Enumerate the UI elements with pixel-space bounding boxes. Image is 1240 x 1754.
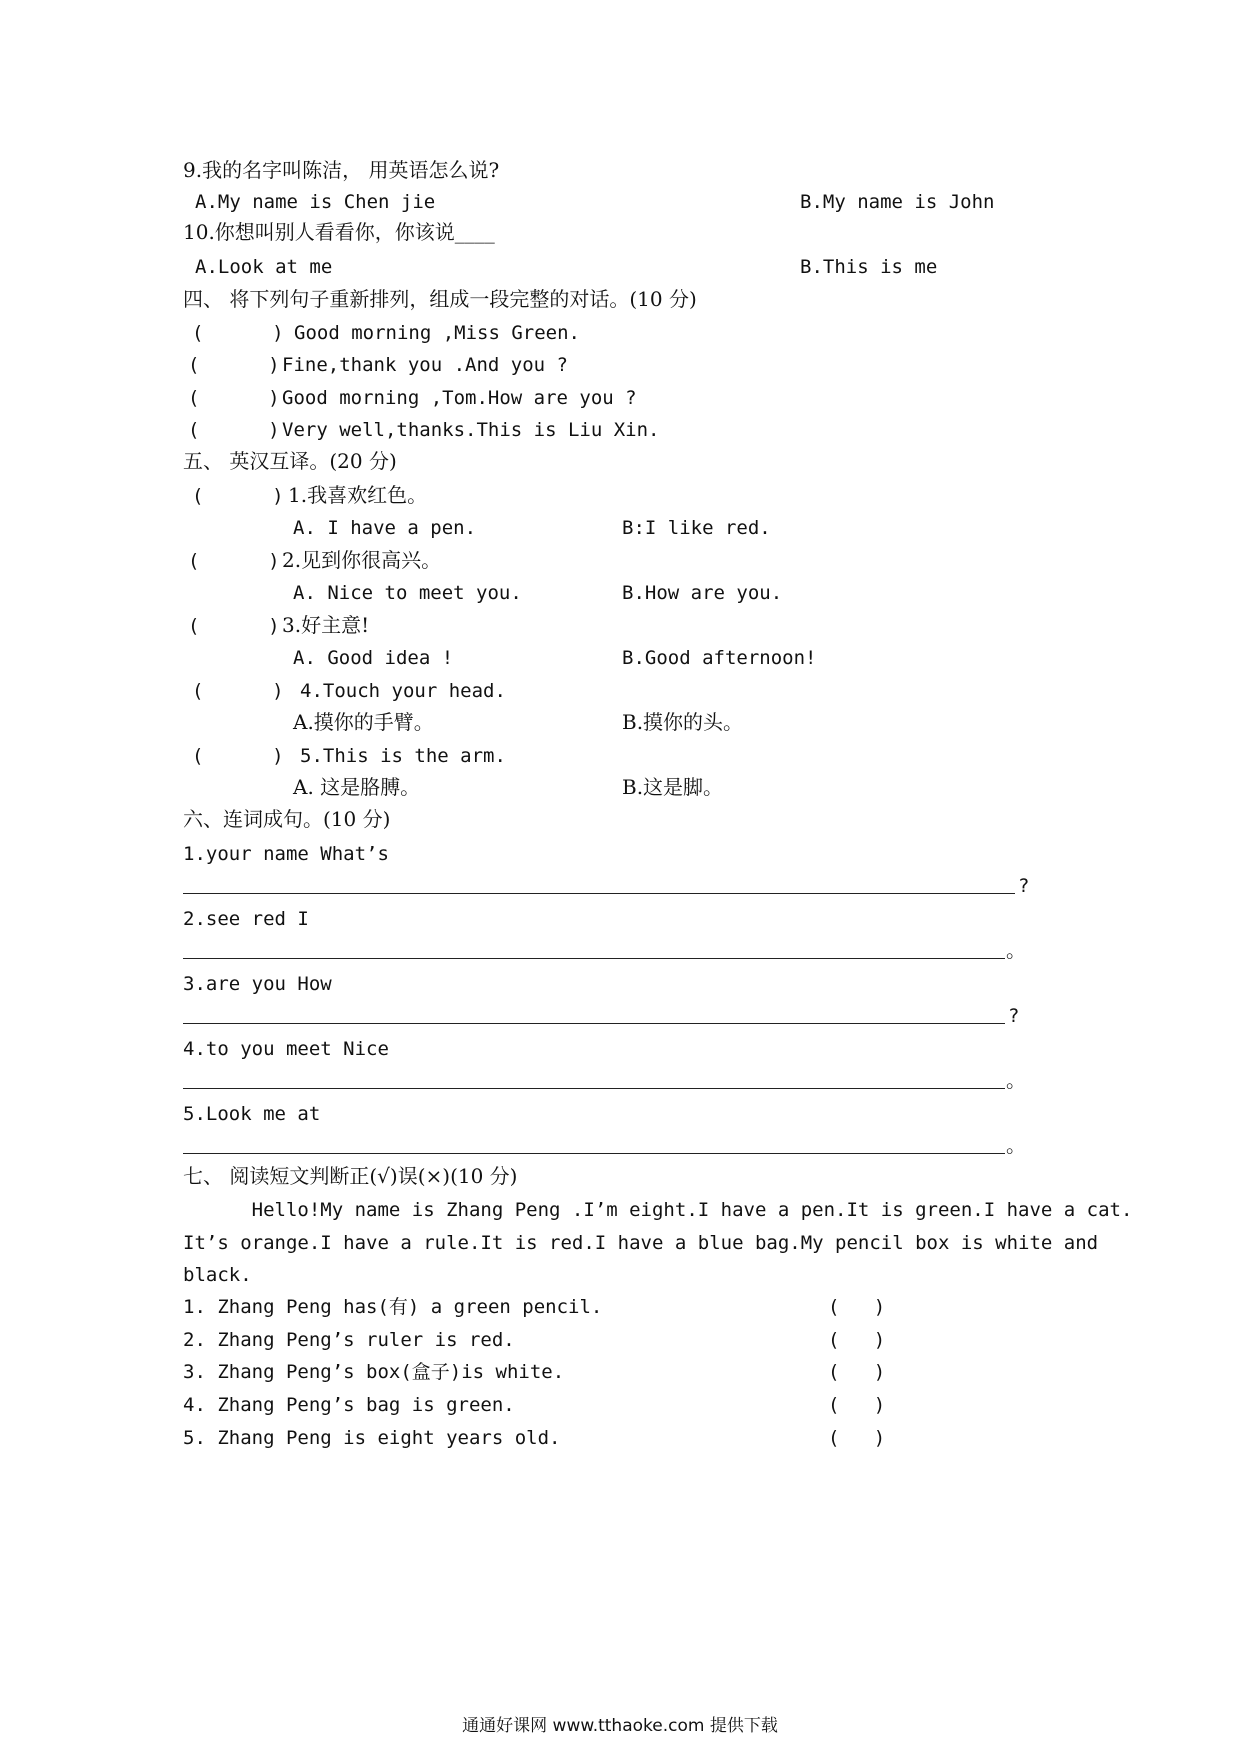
section5-blank-3: ( ) bbox=[188, 615, 280, 637]
section5-stem-1: 1.我喜欢红色。 bbox=[288, 483, 428, 507]
section5-stem-5: 5.This is the arm. bbox=[300, 745, 506, 767]
section4-title: 四、 将下列句子重新排列，组成一段完整的对话。(10 分) bbox=[183, 287, 697, 311]
section4-sentence-4: Very well,thanks.This is Liu Xin. bbox=[282, 419, 660, 441]
q10-option-a: A.Look at me bbox=[195, 256, 333, 278]
judge-blank-1[interactable]: ( ) bbox=[828, 1296, 886, 1318]
section6-words-3: 3.are you How bbox=[183, 973, 332, 995]
section6-words-1: 1.your name What’s bbox=[183, 843, 389, 865]
section4-blank-2: ( ) bbox=[188, 354, 280, 376]
answer-line-4[interactable] bbox=[183, 1088, 1005, 1089]
answer-end-4: 。 bbox=[1006, 1068, 1026, 1092]
q9-prompt: 9.我的名字叫陈洁， 用英语怎么说? bbox=[183, 158, 500, 182]
section5-option-a-2: A. Nice to meet you. bbox=[293, 582, 522, 604]
section5-option-b-3: B.Good afternoon! bbox=[622, 647, 817, 669]
answer-end-3: ? bbox=[1008, 1005, 1020, 1027]
q9-option-a: A.My name is Chen jie bbox=[195, 191, 436, 213]
judge-item-5: 5. Zhang Peng is eight years old. bbox=[183, 1427, 561, 1449]
judge-item-1: 1. Zhang Peng has(有) a green pencil. bbox=[183, 1296, 603, 1318]
section6-title: 六、连词成句。(10 分) bbox=[183, 807, 391, 831]
q10-prompt: 10.你想叫别人看看你，你该说____ bbox=[183, 220, 495, 244]
passage-line-1: Hello!My name is Zhang Peng .I’m eight.I have a pen.It is green.I have a cat. bbox=[183, 1199, 1133, 1221]
answer-line-5[interactable] bbox=[183, 1153, 1005, 1154]
section5-stem-3: 3.好主意! bbox=[282, 613, 370, 637]
judge-blank-3[interactable]: ( ) bbox=[828, 1361, 886, 1383]
section5-option-a-1: A. I have a pen. bbox=[293, 517, 477, 539]
section4-sentence-1: Good morning ,Miss Green. bbox=[294, 322, 580, 344]
judge-item-2: 2. Zhang Peng’s ruler is red. bbox=[183, 1329, 515, 1351]
page-footer: 通通好课网 www.tthaoke.com 提供下载 bbox=[462, 1716, 778, 1736]
section4-blank-1: ( ) bbox=[192, 322, 284, 344]
section5-option-a-4: A.摸你的手臂。 bbox=[293, 710, 434, 734]
section5-blank-2: ( ) bbox=[188, 550, 280, 572]
section4-blank-4: ( ) bbox=[188, 419, 280, 441]
section7-title: 七、 阅读短文判断正(√)误(×)(10 分) bbox=[183, 1164, 518, 1188]
section4-sentence-3: Good morning ,Tom.How are you ? bbox=[282, 387, 637, 409]
section5-blank-4: ( ) bbox=[192, 680, 284, 702]
judge-blank-2[interactable]: ( ) bbox=[828, 1329, 886, 1351]
section5-option-b-4: B.摸你的头。 bbox=[622, 710, 744, 734]
section6-words-5: 5.Look me at bbox=[183, 1103, 321, 1125]
section5-option-b-1: B:I like red. bbox=[622, 517, 771, 539]
judge-item-4: 4. Zhang Peng’s bag is green. bbox=[183, 1394, 515, 1416]
judge-blank-5[interactable]: ( ) bbox=[828, 1427, 886, 1449]
judge-blank-4[interactable]: ( ) bbox=[828, 1394, 886, 1416]
q10-option-b: B.This is me bbox=[800, 256, 938, 278]
section5-option-a-5: A. 这是胳膊。 bbox=[293, 775, 421, 799]
answer-line-3[interactable] bbox=[183, 1023, 1005, 1024]
passage-line-3: black. bbox=[183, 1264, 252, 1286]
section5-stem-4: 4.Touch your head. bbox=[300, 680, 506, 702]
passage-line-2: It’s orange.I have a rule.It is red.I have a blue bag.My pencil box is white and bbox=[183, 1232, 1099, 1254]
answer-end-1: ? bbox=[1018, 875, 1030, 897]
section4-sentence-2: Fine,thank you .And you ? bbox=[282, 354, 568, 376]
answer-line-2[interactable] bbox=[183, 958, 1005, 959]
answer-end-2: 。 bbox=[1006, 938, 1026, 962]
section6-words-4: 4.to you meet Nice bbox=[183, 1038, 389, 1060]
section5-option-a-3: A. Good idea ! bbox=[293, 647, 454, 669]
section5-option-b-5: B.这是脚。 bbox=[622, 775, 724, 799]
section5-title: 五、 英汉互译。(20 分) bbox=[183, 449, 397, 473]
judge-item-3: 3. Zhang Peng’s box(盒子)is white. bbox=[183, 1361, 565, 1383]
answer-end-5: 。 bbox=[1006, 1133, 1026, 1157]
section5-blank-1: ( ) bbox=[192, 485, 284, 507]
section6-words-2: 2.see red I bbox=[183, 908, 309, 930]
q9-option-b: B.My name is John bbox=[800, 191, 995, 213]
section5-option-b-2: B.How are you. bbox=[622, 582, 783, 604]
section5-blank-5: ( ) bbox=[192, 745, 284, 767]
section4-blank-3: ( ) bbox=[188, 387, 280, 409]
answer-line-1[interactable] bbox=[183, 893, 1015, 894]
section5-stem-2: 2.见到你很高兴。 bbox=[282, 548, 442, 572]
